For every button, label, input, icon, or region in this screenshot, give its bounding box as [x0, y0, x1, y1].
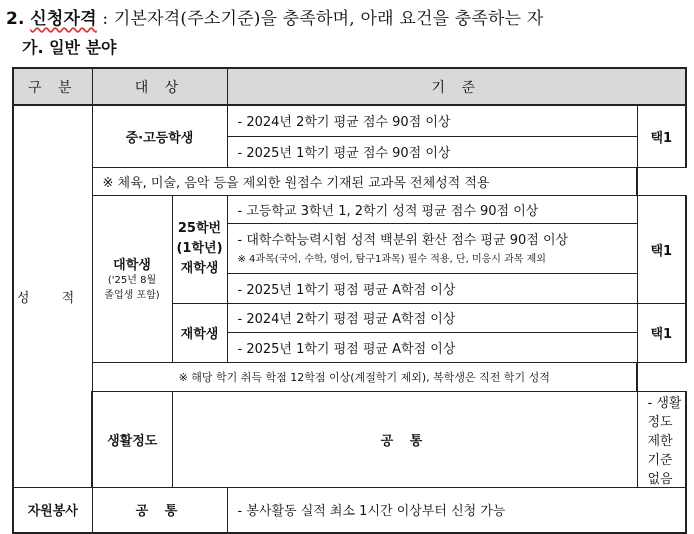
freshman-choice: 택1	[637, 195, 686, 303]
section-keyword: 신청자격	[30, 9, 97, 29]
freshman-label-line: 25학번	[177, 221, 222, 236]
freshman-label-line: (1학년)	[176, 241, 223, 256]
subsection-heading: 가. 일반 분야	[22, 38, 117, 57]
middle-high-criterion: - 2025년 1학기 평균 점수 90점 이상	[227, 136, 637, 167]
middle-high-choice: 택1	[637, 105, 686, 167]
university-sublabel: 졸업생 포함)	[104, 290, 160, 301]
freshman-criterion: - 2025년 1학기 평점 평균 A학점 이상	[227, 273, 637, 303]
csat-note: ※ 4과목(국어, 수학, 영어, 탐구1과목) 필수 적용, 단, 미응시 과목 제외	[237, 254, 546, 265]
enrolled-criterion: - 2025년 1학기 평점 평균 A학점 이상	[227, 332, 637, 362]
university-title: 대학생	[113, 258, 151, 273]
section-heading	[6, 4, 544, 29]
section-description: : 기본자격(주소기준)을 충족하며, 아래 요건을 충족하는 자	[96, 9, 544, 29]
volunteer-label: 자원봉사	[13, 487, 92, 533]
table-row	[13, 362, 686, 391]
header-category: 구 분	[13, 68, 92, 105]
university-sublabel: ('25년 8월	[107, 275, 157, 286]
table-row	[13, 167, 686, 195]
enrolled-label: 재학생	[172, 303, 227, 362]
middle-high-criterion: - 2024년 2학기 평균 점수 90점 이상	[227, 105, 637, 136]
table-row	[13, 195, 686, 223]
eligibility-table	[12, 67, 687, 534]
freshman-criterion: - 고등학교 3학년 1, 2학기 성적 평균 점수 90점 이상	[227, 195, 637, 223]
volunteer-target: 공 통	[92, 487, 227, 533]
section-number: 2.	[6, 9, 25, 29]
freshman-label	[172, 195, 227, 303]
header-criteria: 기 준	[227, 68, 686, 105]
table-row	[13, 487, 686, 533]
university-label	[92, 195, 172, 362]
enrolled-criterion: - 2024년 2학기 평점 평균 A학점 이상	[227, 303, 637, 332]
header-target: 대 상	[92, 68, 227, 105]
conduct-criteria: - 생활정도 제한 기준 없음	[637, 391, 686, 487]
freshman-criterion: - 대학수학능력시험 성적 백분위 환산 점수 평균 90점 이상	[237, 233, 569, 248]
middle-high-label: 중·고등학생	[92, 105, 227, 167]
university-note: ※ 해당 학기 취득 학점 12학점 이상(계절학기 제외), 복학생은 직전 학기 성적	[92, 362, 637, 391]
grades-label: 성 적	[13, 105, 92, 487]
table-header-row	[13, 68, 686, 105]
conduct-label: 생활정도	[92, 391, 172, 487]
table-row	[13, 105, 686, 136]
table-row	[13, 391, 686, 487]
enrolled-choice: 택1	[637, 303, 686, 362]
conduct-target: 공 통	[172, 391, 637, 487]
freshman-label-line: 재학생	[180, 261, 219, 276]
volunteer-criteria: - 봉사활동 실적 최소 1시간 이상부터 신청 가능	[227, 487, 686, 533]
middle-high-note: ※ 체육, 미술, 음악 등을 제외한 원점수 기재된 교과목 전체성적 적용	[92, 167, 637, 195]
freshman-csat-criterion	[227, 223, 637, 273]
